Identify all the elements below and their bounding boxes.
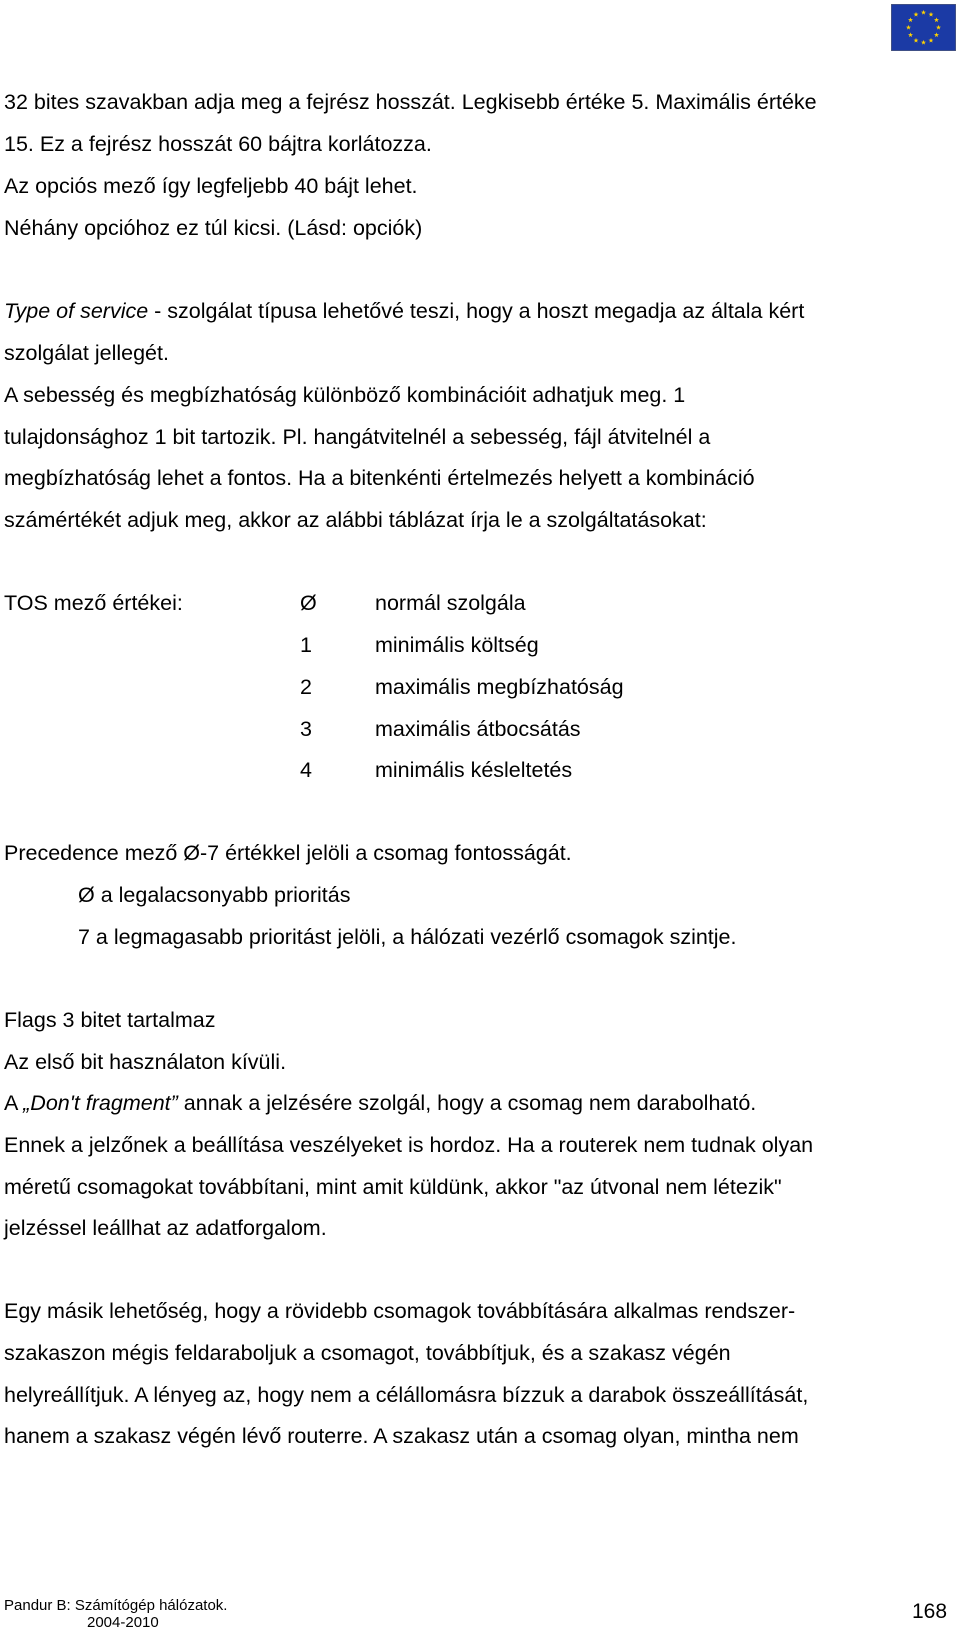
footer-title: Pandur B: Számítógép hálózatok. (4, 1597, 228, 1614)
paragraph-line: tulajdonsághoz 1 bit tartozik. Pl. hangátvitelnél a sebesség, fájl átvitelnél a (4, 425, 711, 449)
tos-desc: maximális megbízhatóság (375, 675, 624, 699)
tos-intro-text: - szolgálat típusa lehetővé teszi, hogy a hoszt megadja az általa kért (148, 299, 805, 323)
paragraph-line: A sebesség és megbízhatóság különböző kombinációit adhatjuk meg. 1 (4, 383, 686, 407)
tos-intro-line (4, 297, 804, 325)
tos-code: 4 (300, 758, 312, 782)
flags-line: jelzéssel leállhat az adatforgalom. (4, 1216, 327, 1240)
eu-flag-icon (891, 4, 956, 51)
tos-desc: minimális késleltetés (375, 758, 573, 782)
tos-code: 1 (300, 633, 312, 657)
tos-code: Ø (300, 591, 317, 615)
dont-fragment-line (4, 1089, 756, 1117)
paragraph-line: megbízhatóság lehet a fontos. Ha a bitenkénti értelmezés helyett a kombináció (4, 466, 755, 490)
paragraph-line: Egy másik lehetőség, hogy a rövidebb csomagok továbbítására alkalmas rendszer- (4, 1299, 796, 1323)
flags-line: Flags 3 bitet tartalmaz (4, 1008, 216, 1032)
tos-code: 3 (300, 717, 312, 741)
page-number: 168 (912, 1600, 948, 1623)
footer-source (4, 1597, 227, 1631)
tos-desc: maximális átbocsátás (375, 717, 581, 741)
precedence-line: Ø a legalacsonyabb prioritás (78, 883, 351, 907)
precedence-line: 7 a legmagasabb prioritást jelöli, a hálózati vezérlő csomagok szintje. (78, 925, 737, 949)
paragraph-line: hanem a szakasz végén lévő routerre. A szakasz után a csomag olyan, mintha nem (4, 1424, 799, 1448)
paragraph-line: 32 bites szavakban adja meg a fejrész hosszát. Legkisebb értéke 5. Maximális értéke (4, 90, 817, 114)
tos-desc: minimális költség (375, 633, 539, 657)
flags-text: annak a jelzésére szolgál, hogy a csomag nem darabolható. (177, 1091, 757, 1115)
paragraph-line: számértékét adjuk meg, akkor az alábbi táblázat írja le a szolgáltatásokat: (4, 508, 707, 532)
flags-line: méretű csomagokat továbbítani, mint amit küldünk, akkor "az útvonal nem létezik" (4, 1175, 782, 1199)
paragraph-line: helyreállítjuk. A lényeg az, hogy nem a célállomásra bízzuk a darabok összeállítását, (4, 1383, 809, 1407)
paragraph-line: szakaszon mégis feldaraboljuk a csomagot, továbbítjuk, és a szakasz végén (4, 1341, 731, 1365)
paragraph-line: Néhány opcióhoz ez túl kicsi. (Lásd: opciók) (4, 216, 423, 240)
precedence-line: Precedence mező Ø-7 értékkel jelöli a csomag fontosságát. (4, 841, 572, 865)
tos-label: TOS mező értékei: (4, 591, 183, 615)
flags-line: Ennek a jelzőnek a beállítása veszélyeket is hordoz. Ha a routerek nem tudnak olyan (4, 1133, 814, 1157)
flags-line: Az első bit használaton kívüli. (4, 1050, 287, 1074)
flags-text: A (4, 1091, 24, 1115)
dont-fragment-term: „Don't fragment” (23, 1091, 178, 1115)
tos-desc: normál szolgála (375, 591, 526, 615)
type-of-service-term: Type of service (4, 299, 149, 323)
footer-years: 2004-2010 (87, 1614, 159, 1631)
paragraph-line: szolgálat jellegét. (4, 341, 169, 365)
paragraph-line: 15. Ez a fejrész hosszát 60 bájtra korlátozza. (4, 132, 432, 156)
paragraph-line: Az opciós mező így legfeljebb 40 bájt lehet. (4, 174, 418, 198)
tos-code: 2 (300, 675, 312, 699)
